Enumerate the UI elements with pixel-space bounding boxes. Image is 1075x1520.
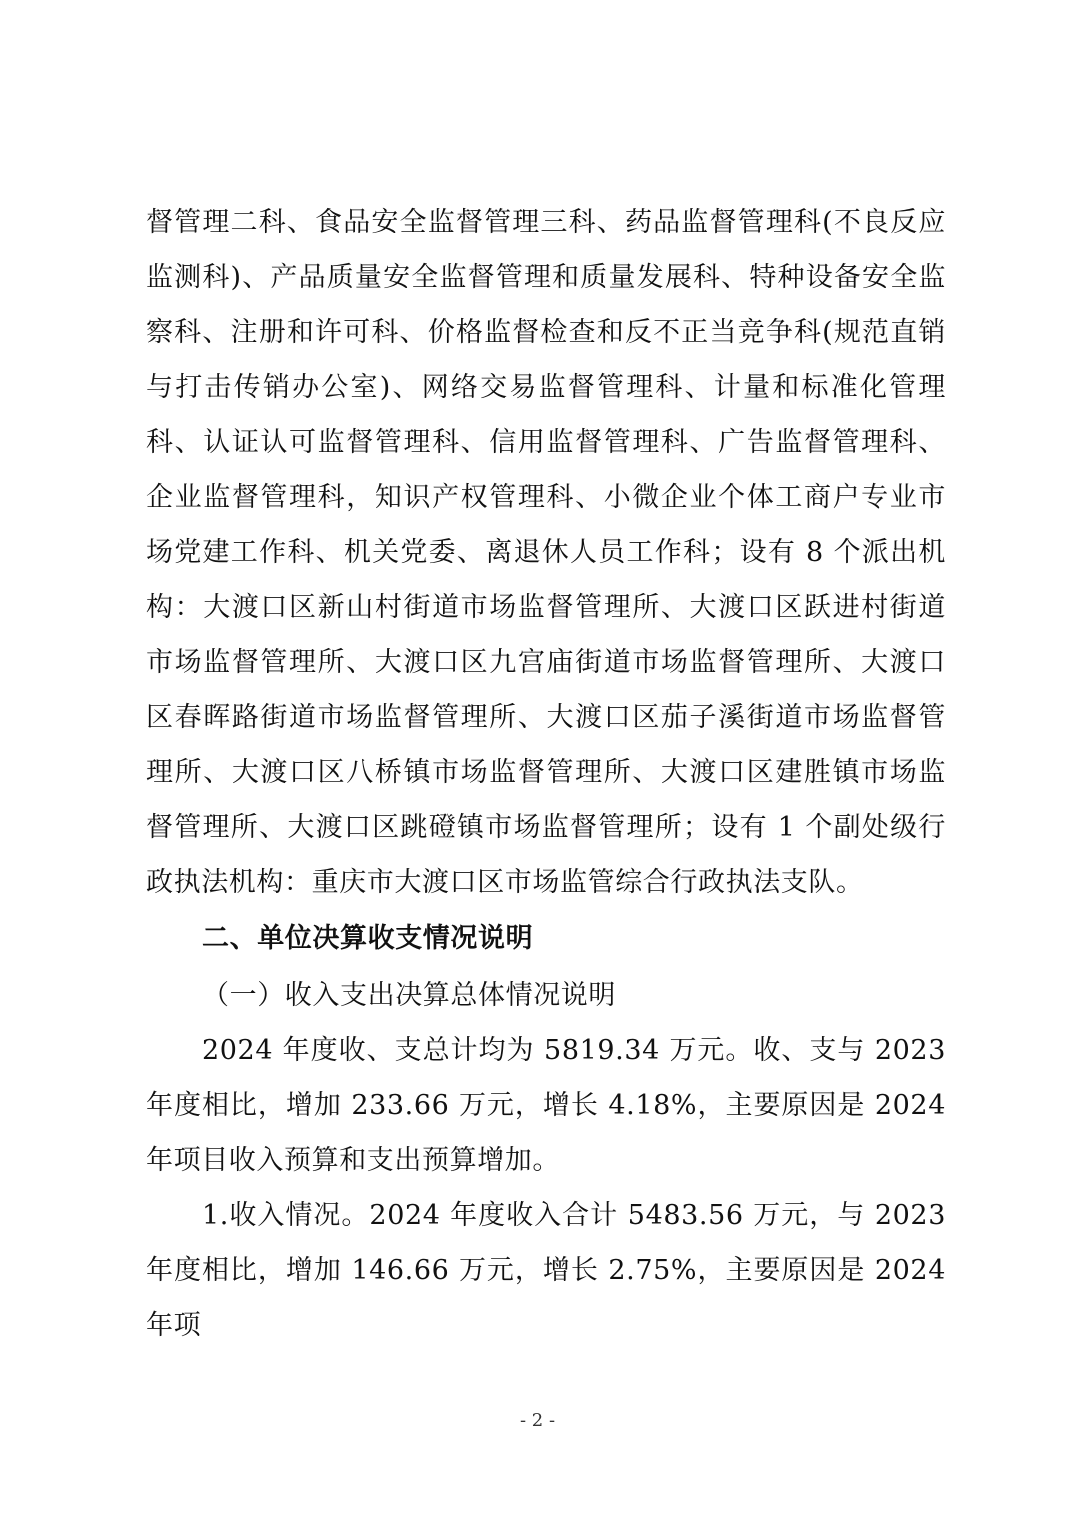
paragraph-total-summary: 2024 年度收、支总计均为 5819.34 万元。收、支与 2023 年度相比，增加 233.66 万元，增长 4.18%，主要原因是 2024 年项目收入预算和支出预算增加。 — [146, 1035, 946, 1176]
section-heading: 二、单位决算收支情况说明 — [202, 923, 534, 954]
paragraph-income: 1.收入情况。2024 年度收入合计 5483.56 万元，与 2023 年度相比，增加 146.66 万元，增长 2.75%，主要原因是 2024 年项 — [146, 1200, 946, 1341]
subsection-heading: （一）收入支出决算总体情况说明 — [202, 980, 616, 1011]
page-number: - 2 - — [519, 1410, 556, 1431]
document-page — [146, 195, 946, 1353]
paragraph-org-structure: 督管理二科、食品安全监督管理三科、药品监督管理科(不良反应监测科)、产品质量安全监督管理和质量发展科、特种设备安全监察科、注册和许可科、价格监督检查和反不正当竞争科(规范直销与打击传销办公室)、网络交易监督管理科、计量和标准化管理科、认证认可监督管理科、信用监督管理科、广告监督管理科、企业监督管理科，知识产权管理科、小微企业个体工商户专业市场党建工作科、机关党委、离退休人员工作科；设有 8 个派出机构：大渡口区新山村街道市场监督管理所、大渡口区跃进村街道市场监督管理所、大渡口区九宫庙街道市场监督管理所、大渡口区春晖路街道市场监督管理所、大渡口区茄子溪街道市场监督管理所、大渡口区八桥镇市场监督管理所、大渡口区建胜镇市场监督管理所、大渡口区跳磴镇市场监督管理所；设有 1 个副处级行政执法机构：重庆市大渡口区市场监管综合行政执法支队。 — [146, 207, 946, 898]
